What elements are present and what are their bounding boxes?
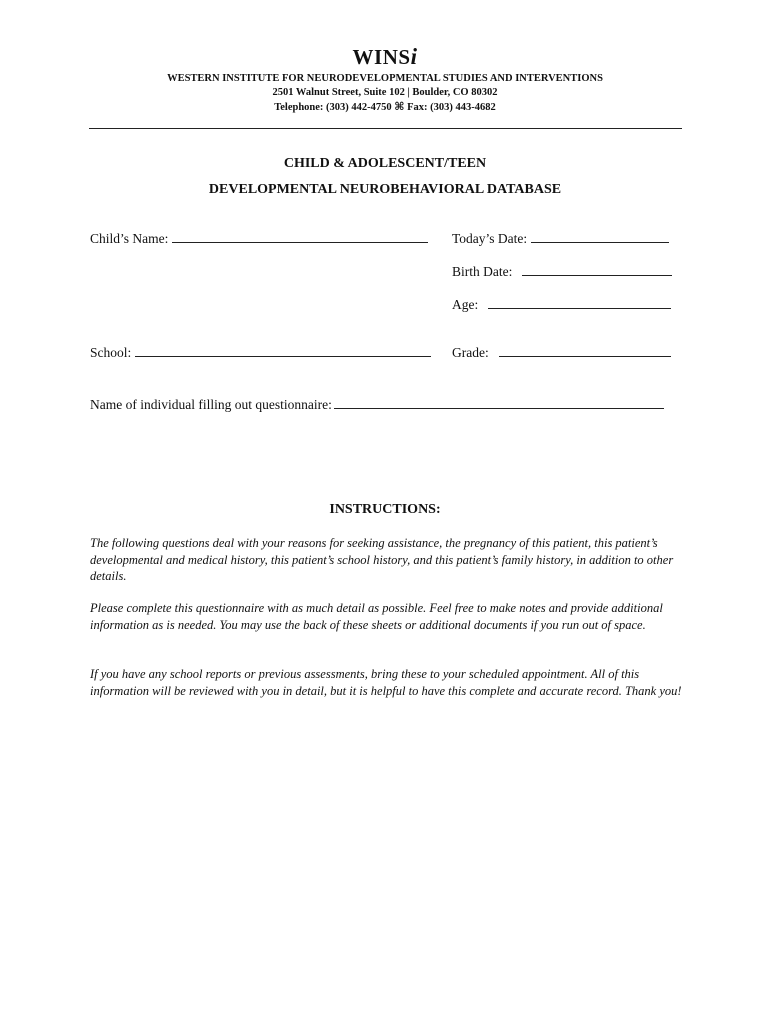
age-field — [452, 296, 671, 314]
grade-label: Grade: — [452, 345, 489, 360]
instructions-paragraph-1: The following questions deal with your reasons for seeking assistance, the pregnancy of this patient, this patient’s developmental and medical history, this patient’s school history, and this patient’s family history, in addition to other details. — [90, 536, 674, 583]
age-label: Age: — [452, 297, 479, 312]
grade-field — [452, 344, 671, 362]
fax: Fax: (303) 443-4682 — [407, 102, 496, 113]
todays-date-label: Today’s Date: — [452, 231, 528, 246]
birth-date-blank[interactable] — [522, 263, 672, 276]
instructions-paragraph-3: If you have any school reports or previous assessments, bring these to your scheduled appointment. All of this information will be reviewed with you in detail, but it is helpful to have this complete and accurate record. Thank you! — [90, 667, 682, 698]
birth-date-field — [452, 263, 672, 281]
child-name-label: Child’s Name: — [90, 231, 169, 246]
organization-address: 2501 Walnut Street, Suite 102 | Boulder, CO 80302 — [272, 87, 498, 98]
age-blank[interactable] — [488, 296, 671, 309]
logo-text: WINS — [352, 45, 411, 69]
child-name-field — [90, 230, 428, 248]
document-title-line-2: DEVELOPMENTAL NEUROBEHAVIORAL DATABASE — [208, 182, 562, 197]
separator-icon: ⌘ — [394, 101, 405, 113]
child-name-blank[interactable] — [172, 230, 428, 243]
instructions-heading: INSTRUCTIONS: — [329, 502, 441, 517]
todays-date-blank[interactable] — [531, 230, 669, 243]
filler-name-field — [90, 396, 664, 414]
header-divider — [89, 128, 682, 129]
school-label: School: — [90, 345, 132, 360]
filler-name-label: Name of individual filling out questionnaire: — [90, 397, 332, 412]
contact-line — [0, 100, 770, 115]
school-blank[interactable] — [135, 344, 431, 357]
letterhead — [0, 44, 770, 115]
todays-date-field — [452, 230, 669, 248]
telephone: Telephone: (303) 442-4750 — [274, 102, 392, 113]
instructions-paragraph-2: Please complete this questionnaire with as much detail as possible. Feel free to make notes and provide additional information as is needed. You may use the back of these sheets or additional documents if you run out of space. — [90, 601, 663, 632]
school-field — [90, 344, 431, 362]
logo — [0, 44, 770, 70]
grade-blank[interactable] — [499, 344, 671, 357]
document-title-line-1: CHILD & ADOLESCENT/TEEN — [283, 156, 487, 171]
logo-mark: i — [410, 44, 418, 69]
organization-name: WESTERN INSTITUTE FOR NEURODEVELOPMENTAL STUDIES AND INTERVENTIONS — [167, 73, 603, 84]
birth-date-label: Birth Date: — [452, 264, 513, 279]
filler-name-blank[interactable] — [334, 396, 664, 409]
